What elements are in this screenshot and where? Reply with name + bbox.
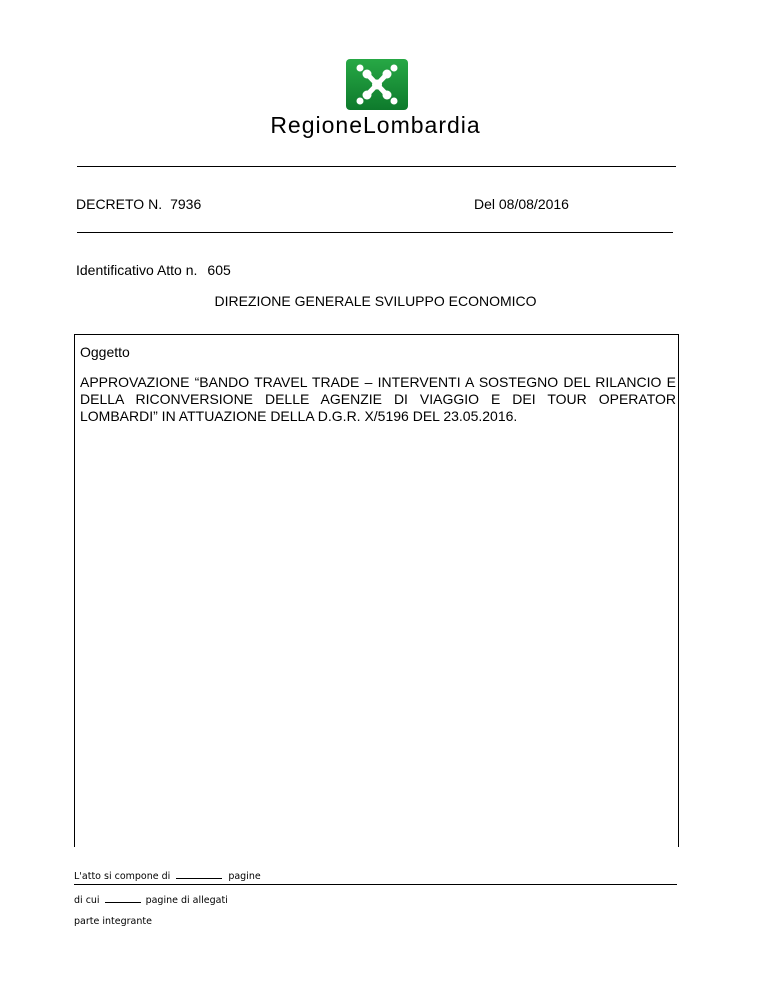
footer-pagine-suffix: pagine (228, 871, 261, 882)
footer-allegati-suffix: pagine di allegati (145, 895, 228, 906)
pagine-blank (176, 869, 222, 879)
oggetto-text: APPROVAZIONE “BANDO TRAVEL TRADE – INTERVENTI A SOSTEGNO DEL RILANCIO E DELLA RICONVERSIONE DELLE AGENZIE DI VIAGGIO E DEI TOUR OPERATOR LOMBARDI” IN ATTUAZIONE DELLA D.G.R. X/5196 DEL 23.05.2016. (80, 374, 676, 424)
regione-lombardia-logo (346, 59, 408, 110)
footer-pagine-prefix: L'atto si compone di (74, 871, 171, 882)
decreto-line (76, 196, 201, 212)
decreto-date: Del 08/08/2016 (474, 196, 569, 212)
identificativo-line (76, 262, 231, 278)
footer-pagine-line (74, 869, 261, 882)
decreto-number: 7936 (170, 196, 202, 212)
allegati-blank (105, 893, 141, 903)
footer-divider (74, 884, 677, 885)
oggetto-label: Oggetto (80, 344, 130, 360)
identificativo-label: Identificativo Atto n. (76, 262, 198, 278)
footer-allegati-line (74, 893, 228, 906)
footer-allegati-prefix: di cui (74, 895, 100, 906)
header-divider-top (77, 166, 676, 167)
brand-text: RegioneLombardia (270, 112, 481, 138)
header-divider-bottom (77, 232, 673, 233)
identificativo-number: 605 (207, 262, 231, 278)
decreto-label: DECRETO N. (76, 196, 163, 212)
footer-parte-integrante: parte integrante (74, 916, 152, 927)
regione-lombardia-rosa-camuna-icon (346, 59, 408, 110)
direzione-title: DIREZIONE GENERALE SVILUPPO ECONOMICO (214, 293, 537, 309)
